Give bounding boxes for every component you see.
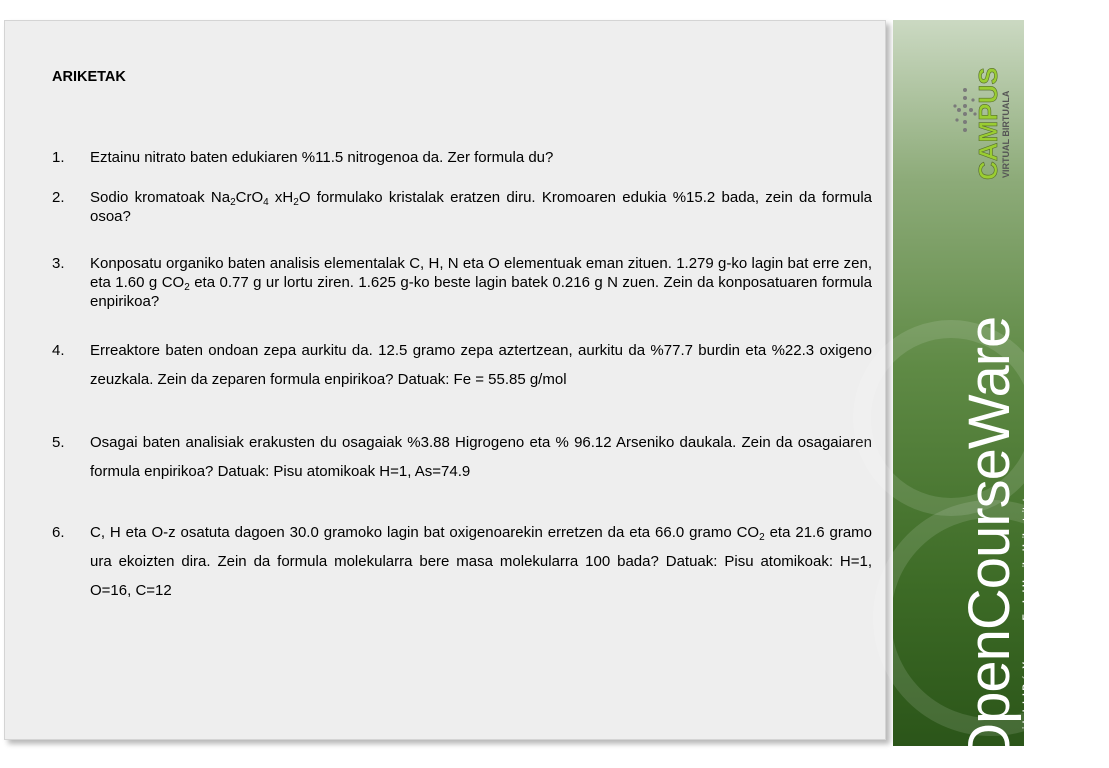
exercise-number: 2.	[52, 189, 65, 206]
exercise-text: Erreaktore baten ondoan zepa aurkitu da. 12.5 gramo zepa aztertzean, aurkitu da %77.7 burdin eta %22.3 oxigeno zeuzkala. Zein da zeparen formula enpirikoa? Datuak: Fe = 55.85 g/mol	[90, 342, 872, 388]
campus-virtual-logo	[951, 30, 1019, 210]
university-name-es: Universidad del País Vasco	[1021, 640, 1032, 764]
exercise-number: 5.	[52, 434, 65, 451]
ocw-text-block	[957, 316, 1032, 768]
exercise-item	[52, 336, 872, 394]
exercise-text: Sodio kromatoak $Na_2CrO_4$ $xH_2O$ formulako kristalak eratzen diru. Kromoaren edukia %15.2 bada, zein da formula osoa?	[90, 189, 872, 225]
exercises-heading: ARIKETAK	[52, 69, 126, 85]
ocw-sidebar-banner	[893, 20, 1032, 768]
exercise-item	[52, 148, 872, 167]
exercise-item	[52, 188, 872, 226]
ocw-title: OpenCourseWare	[957, 316, 1022, 768]
university-name-eu: Euskal Herriko Unibertsitatea	[1021, 487, 1032, 621]
exercise-text: C, H eta O-z osatuta dagoen 30.0 gramoko lagin bat oxigenoarekin erretzen da eta 66.0 gramo $CO_2$ eta 21.6 gramo ura ekoizten dira. Zein da formula molekularra bere masa molekularra 100 bada? Datuak: Pisu atomikoak: H=1, O=16, C=12	[90, 524, 872, 599]
exercise-item	[52, 428, 872, 486]
exercise-text: Konposatu organiko baten analisis elementalak C, H, N eta O elementuak eman zituen. 1.279 g-ko lagin bat erre zen, eta 1.60 g $CO_2$ eta 0.77 g ur lortu ziren. 1.625 g-ko beste lagin batek 0.216 g N zuen. Zein da konposatuaren formula enpirikoa?	[90, 255, 872, 310]
svg-text:VIRTUAL BIRTUALA: VIRTUAL BIRTUALA	[1001, 90, 1011, 178]
exercise-text: Osagai baten analisiak erakusten du osagaiak %3.88 Higrogeno eta % 96.12 Arseniko daukala. Zein da osagaiaren formula enpirikoa? Datuak: Pisu atomikoak H=1, As=74.9	[90, 434, 872, 480]
exercise-number: 1.	[52, 149, 65, 166]
exercise-text: Eztainu nitrato baten edukiaren %11.5 nitrogenoa da. Zer formula du?	[90, 149, 554, 166]
university-names	[1021, 388, 1032, 764]
svg-text:CAMPUS: CAMPUS	[973, 67, 1003, 180]
exercise-item	[52, 254, 872, 311]
exercise-number: 4.	[52, 342, 65, 359]
exercise-number: 6.	[52, 524, 65, 541]
exercise-item	[52, 518, 872, 605]
exercise-number: 3.	[52, 255, 65, 272]
